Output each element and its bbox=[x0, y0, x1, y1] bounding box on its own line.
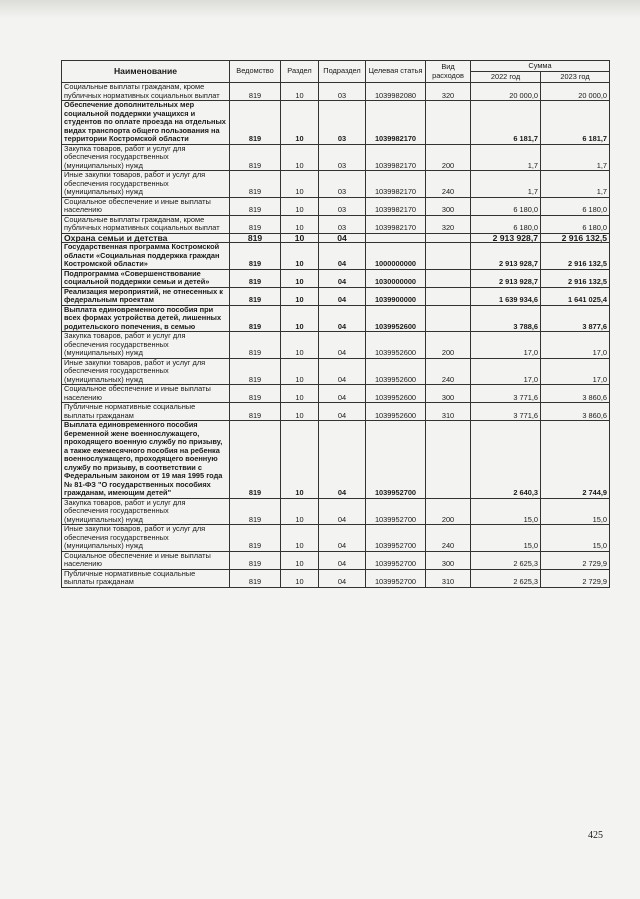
row-section: 10 bbox=[281, 269, 319, 287]
row-section: 10 bbox=[281, 83, 319, 101]
row-sum-2023: 3 860,6 bbox=[541, 385, 610, 403]
row-sum-2022: 1,7 bbox=[471, 144, 541, 171]
row-target: 1030000000 bbox=[366, 269, 426, 287]
header-section: Раздел bbox=[281, 61, 319, 83]
row-exptype bbox=[426, 101, 471, 145]
row-subsection: 04 bbox=[319, 551, 366, 569]
row-sum-2023: 2 744,9 bbox=[541, 421, 610, 499]
row-name: Иные закупки товаров, работ и услуг для обеспечения государственных (муниципальных) нужд bbox=[62, 525, 230, 552]
row-sum-2023: 3 860,6 bbox=[541, 403, 610, 421]
row-exptype bbox=[426, 269, 471, 287]
scan-edge-shadow bbox=[0, 0, 640, 18]
row-section: 10 bbox=[281, 421, 319, 499]
row-target: 1039982170 bbox=[366, 144, 426, 171]
table-row bbox=[62, 403, 610, 421]
row-section: 10 bbox=[281, 101, 319, 145]
row-name: Охрана семьи и детства bbox=[62, 233, 230, 243]
row-sum-2022: 17,0 bbox=[471, 358, 541, 385]
row-name: Социальные выплаты гражданам, кроме публичных нормативных социальных выплат bbox=[62, 83, 230, 101]
row-name: Публичные нормативные социальные выплаты гражданам bbox=[62, 569, 230, 587]
table-row bbox=[62, 243, 610, 270]
row-name: Обеспечение дополнительных мер социальной поддержки учащихся и студентов по оплате проезда на отдельных видах транспорта общего пользования на территории Костромской области bbox=[62, 101, 230, 145]
row-target: 1039952700 bbox=[366, 525, 426, 552]
row-target: 1039952700 bbox=[366, 498, 426, 525]
row-name: Социальное обеспечение и иные выплаты населению bbox=[62, 551, 230, 569]
row-sum-2023: 6 181,7 bbox=[541, 101, 610, 145]
row-name: Иные закупки товаров, работ и услуг для обеспечения государственных (муниципальных) нужд bbox=[62, 171, 230, 198]
row-name: Социальное обеспечение и иные выплаты населению bbox=[62, 385, 230, 403]
row-dept: 819 bbox=[230, 197, 281, 215]
row-dept: 819 bbox=[230, 525, 281, 552]
row-subsection: 04 bbox=[319, 525, 366, 552]
header-dept: Ведомство bbox=[230, 61, 281, 83]
table-row bbox=[62, 171, 610, 198]
row-sum-2023: 6 180,0 bbox=[541, 215, 610, 233]
row-dept: 819 bbox=[230, 243, 281, 270]
row-exptype: 320 bbox=[426, 83, 471, 101]
row-sum-2023: 2 729,9 bbox=[541, 569, 610, 587]
row-name: Реализация мероприятий, не отнесенных к федеральным проектам bbox=[62, 287, 230, 305]
row-name: Социальное обеспечение и иные выплаты населению bbox=[62, 197, 230, 215]
row-dept: 819 bbox=[230, 83, 281, 101]
row-dept: 819 bbox=[230, 233, 281, 243]
row-sum-2023: 6 180,0 bbox=[541, 197, 610, 215]
row-sum-2022: 3 788,6 bbox=[471, 305, 541, 332]
row-section: 10 bbox=[281, 551, 319, 569]
row-dept: 819 bbox=[230, 421, 281, 499]
row-subsection: 03 bbox=[319, 171, 366, 198]
row-section: 10 bbox=[281, 171, 319, 198]
row-sum-2022: 2 625,3 bbox=[471, 551, 541, 569]
row-subsection: 04 bbox=[319, 233, 366, 243]
row-sum-2022: 6 180,0 bbox=[471, 197, 541, 215]
row-section: 10 bbox=[281, 197, 319, 215]
row-section: 10 bbox=[281, 233, 319, 243]
row-exptype bbox=[426, 233, 471, 243]
row-section: 10 bbox=[281, 305, 319, 332]
row-subsection: 03 bbox=[319, 144, 366, 171]
header-year-2022: 2022 год bbox=[471, 72, 541, 83]
row-sum-2022: 6 180,0 bbox=[471, 215, 541, 233]
row-section: 10 bbox=[281, 332, 319, 359]
header-exptype: Вид расходов bbox=[426, 61, 471, 83]
row-dept: 819 bbox=[230, 215, 281, 233]
row-dept: 819 bbox=[230, 305, 281, 332]
table-row bbox=[62, 269, 610, 287]
row-sum-2022: 17,0 bbox=[471, 332, 541, 359]
row-name: Государственная программа Костромской области «Социальная поддержка граждан Костромской области» bbox=[62, 243, 230, 270]
row-target: 1039900000 bbox=[366, 287, 426, 305]
row-target: 1039952700 bbox=[366, 551, 426, 569]
row-dept: 819 bbox=[230, 269, 281, 287]
row-section: 10 bbox=[281, 358, 319, 385]
row-section: 10 bbox=[281, 569, 319, 587]
row-dept: 819 bbox=[230, 551, 281, 569]
table-row bbox=[62, 144, 610, 171]
table-row bbox=[62, 101, 610, 145]
row-sum-2023: 2 916 132,5 bbox=[541, 243, 610, 270]
row-subsection: 04 bbox=[319, 403, 366, 421]
row-dept: 819 bbox=[230, 144, 281, 171]
row-exptype: 240 bbox=[426, 525, 471, 552]
budget-table bbox=[61, 60, 610, 588]
row-sum-2022: 20 000,0 bbox=[471, 83, 541, 101]
table-row bbox=[62, 551, 610, 569]
header-year-2023: 2023 год bbox=[541, 72, 610, 83]
header-name: Наименование bbox=[62, 61, 230, 83]
row-name: Выплата единовременного пособия беременной жене военнослужащего, проходящего военную службу по призыву, а также ежемесячного пособия на ребенка военнослужащего, проходящего военную службу по призыву, в соответствии с Федеральным законом от 19 мая 1995 года № 81-ФЗ "О государственных пособиях гражданам, имеющим детей" bbox=[62, 421, 230, 499]
table-row bbox=[62, 332, 610, 359]
row-sum-2023: 15,0 bbox=[541, 498, 610, 525]
row-subsection: 04 bbox=[319, 385, 366, 403]
row-target: 1039952600 bbox=[366, 332, 426, 359]
row-target: 1000000000 bbox=[366, 243, 426, 270]
row-name: Социальные выплаты гражданам, кроме публичных нормативных социальных выплат bbox=[62, 215, 230, 233]
row-target: 1039952700 bbox=[366, 569, 426, 587]
row-dept: 819 bbox=[230, 403, 281, 421]
row-exptype: 320 bbox=[426, 215, 471, 233]
row-subsection: 04 bbox=[319, 243, 366, 270]
row-name: Закупка товаров, работ и услуг для обеспечения государственных (муниципальных) нужд bbox=[62, 332, 230, 359]
row-exptype: 300 bbox=[426, 385, 471, 403]
row-subsection: 04 bbox=[319, 358, 366, 385]
row-section: 10 bbox=[281, 498, 319, 525]
row-section: 10 bbox=[281, 144, 319, 171]
row-exptype: 310 bbox=[426, 403, 471, 421]
row-sum-2022: 2 625,3 bbox=[471, 569, 541, 587]
table-row bbox=[62, 287, 610, 305]
row-exptype bbox=[426, 421, 471, 499]
table-row bbox=[62, 358, 610, 385]
table-row bbox=[62, 197, 610, 215]
row-subsection: 04 bbox=[319, 569, 366, 587]
table-row bbox=[62, 421, 610, 499]
row-subsection: 03 bbox=[319, 215, 366, 233]
row-name: Выплата единовременного пособия при всех формах устройства детей, лишенных родительского попечения, в семью bbox=[62, 305, 230, 332]
row-sum-2022: 2 913 928,7 bbox=[471, 243, 541, 270]
row-subsection: 04 bbox=[319, 269, 366, 287]
row-sum-2023: 1,7 bbox=[541, 171, 610, 198]
row-target: 1039952600 bbox=[366, 305, 426, 332]
row-sum-2022: 3 771,6 bbox=[471, 385, 541, 403]
row-name: Иные закупки товаров, работ и услуг для обеспечения государственных (муниципальных) нужд bbox=[62, 358, 230, 385]
row-dept: 819 bbox=[230, 358, 281, 385]
row-target: 1039952600 bbox=[366, 403, 426, 421]
row-sum-2023: 2 916 132,5 bbox=[541, 233, 610, 243]
row-sum-2023: 20 000,0 bbox=[541, 83, 610, 101]
row-sum-2023: 15,0 bbox=[541, 525, 610, 552]
row-exptype: 200 bbox=[426, 498, 471, 525]
row-dept: 819 bbox=[230, 498, 281, 525]
row-sum-2022: 3 771,6 bbox=[471, 403, 541, 421]
row-dept: 819 bbox=[230, 332, 281, 359]
row-target: 1039982080 bbox=[366, 83, 426, 101]
row-sum-2022: 1 639 934,6 bbox=[471, 287, 541, 305]
table-row bbox=[62, 83, 610, 101]
row-dept: 819 bbox=[230, 101, 281, 145]
row-dept: 819 bbox=[230, 171, 281, 198]
row-sum-2023: 2 916 132,5 bbox=[541, 269, 610, 287]
row-subsection: 04 bbox=[319, 287, 366, 305]
row-exptype: 200 bbox=[426, 332, 471, 359]
row-exptype bbox=[426, 287, 471, 305]
table-row bbox=[62, 215, 610, 233]
row-section: 10 bbox=[281, 403, 319, 421]
row-exptype: 300 bbox=[426, 197, 471, 215]
row-exptype: 240 bbox=[426, 358, 471, 385]
row-target bbox=[366, 233, 426, 243]
row-exptype bbox=[426, 243, 471, 270]
row-exptype: 300 bbox=[426, 551, 471, 569]
row-target: 1039982170 bbox=[366, 171, 426, 198]
row-sum-2022: 15,0 bbox=[471, 498, 541, 525]
row-target: 1039952600 bbox=[366, 385, 426, 403]
table-row bbox=[62, 525, 610, 552]
row-sum-2022: 15,0 bbox=[471, 525, 541, 552]
row-subsection: 03 bbox=[319, 101, 366, 145]
row-sum-2023: 2 729,9 bbox=[541, 551, 610, 569]
row-sum-2022: 2 640,3 bbox=[471, 421, 541, 499]
row-section: 10 bbox=[281, 525, 319, 552]
row-section: 10 bbox=[281, 215, 319, 233]
row-target: 1039982170 bbox=[366, 215, 426, 233]
row-exptype: 240 bbox=[426, 171, 471, 198]
row-section: 10 bbox=[281, 385, 319, 403]
row-sum-2022: 2 913 928,7 bbox=[471, 233, 541, 243]
table-body bbox=[62, 83, 610, 588]
row-exptype: 310 bbox=[426, 569, 471, 587]
row-section: 10 bbox=[281, 243, 319, 270]
page-number: 425 bbox=[588, 830, 603, 841]
row-dept: 819 bbox=[230, 287, 281, 305]
row-subsection: 03 bbox=[319, 83, 366, 101]
row-sum-2023: 3 877,6 bbox=[541, 305, 610, 332]
row-sum-2023: 17,0 bbox=[541, 332, 610, 359]
row-sum-2023: 1 641 025,4 bbox=[541, 287, 610, 305]
row-name: Публичные нормативные социальные выплаты гражданам bbox=[62, 403, 230, 421]
row-subsection: 04 bbox=[319, 305, 366, 332]
row-sum-2022: 2 913 928,7 bbox=[471, 269, 541, 287]
row-subsection: 03 bbox=[319, 197, 366, 215]
row-section: 10 bbox=[281, 287, 319, 305]
table-row bbox=[62, 233, 610, 243]
row-dept: 819 bbox=[230, 569, 281, 587]
row-name: Закупка товаров, работ и услуг для обеспечения государственных (муниципальных) нужд bbox=[62, 498, 230, 525]
table-row bbox=[62, 385, 610, 403]
row-sum-2022: 6 181,7 bbox=[471, 101, 541, 145]
table-row bbox=[62, 569, 610, 587]
row-dept: 819 bbox=[230, 385, 281, 403]
row-target: 1039982170 bbox=[366, 197, 426, 215]
table-row bbox=[62, 498, 610, 525]
row-sum-2022: 1,7 bbox=[471, 171, 541, 198]
header-subsection: Подраздел bbox=[319, 61, 366, 83]
header-target: Целевая статья bbox=[366, 61, 426, 83]
row-name: Закупка товаров, работ и услуг для обеспечения государственных (муниципальных) нужд bbox=[62, 144, 230, 171]
row-subsection: 04 bbox=[319, 498, 366, 525]
row-target: 1039982170 bbox=[366, 101, 426, 145]
header-sum: Сумма bbox=[471, 61, 610, 72]
row-subsection: 04 bbox=[319, 421, 366, 499]
row-sum-2023: 1,7 bbox=[541, 144, 610, 171]
row-name: Подпрограмма «Совершенствование социальной поддержки семьи и детей» bbox=[62, 269, 230, 287]
row-subsection: 04 bbox=[319, 332, 366, 359]
row-target: 1039952700 bbox=[366, 421, 426, 499]
row-exptype bbox=[426, 305, 471, 332]
row-sum-2023: 17,0 bbox=[541, 358, 610, 385]
row-target: 1039952600 bbox=[366, 358, 426, 385]
table-row bbox=[62, 305, 610, 332]
row-exptype: 200 bbox=[426, 144, 471, 171]
